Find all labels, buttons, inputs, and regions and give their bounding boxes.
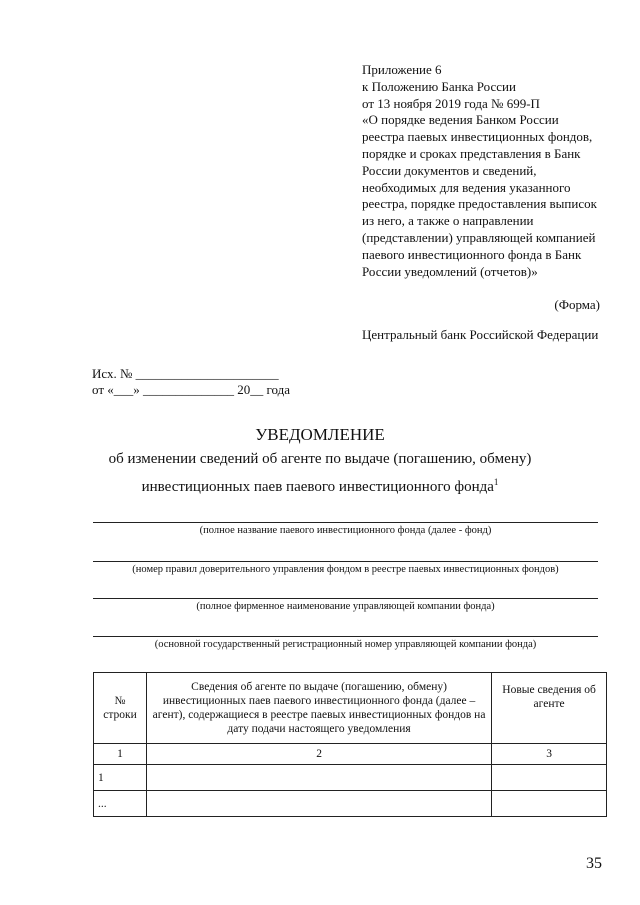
outgoing-number: Исх. № ______________________ xyxy=(92,366,279,381)
outgoing-date: от «___» ______________ 20__ года xyxy=(92,382,291,397)
annex-line: реестра паевых инвестиционных фондов, xyxy=(362,129,593,145)
form-label: (Форма) xyxy=(554,297,600,312)
column-number: 3 xyxy=(492,744,607,765)
annex-line: России документов и сведений, xyxy=(362,162,537,178)
row-current-info xyxy=(146,765,491,791)
annex-line: Приложение 6 xyxy=(362,62,442,77)
table-row xyxy=(94,765,607,791)
agent-table xyxy=(93,672,607,817)
fund-name-caption: (полное название паевого инвестиционного фонда (далее - фонд) xyxy=(199,525,492,536)
table-numbering-row xyxy=(94,744,607,765)
column-number: 2 xyxy=(146,744,491,765)
page-number: 35 xyxy=(586,855,602,872)
header-row-number: № строки xyxy=(94,673,147,744)
annex-line: паевого инвестиционного фонда в Банк xyxy=(362,246,582,262)
subtitle-text: инвестиционных паев паевого инвестиционного фонда xyxy=(141,479,494,495)
annex-line: России уведомлений (отчетов)» xyxy=(362,263,538,279)
header-current-info: Сведения об агенте по выдаче (погашению, обмену) инвестиционных паев паевого инвестиционного фонда (далее – агент), содержащиеся в реестре паевых инвестиционных фондов на дату подачи настоящего уведомления xyxy=(146,673,491,744)
annex-line: необходимых для ведения указанного xyxy=(362,179,571,195)
company-name-caption: (полное фирменное наименование управляющей компании фонда) xyxy=(196,601,495,612)
rules-number-caption: (номер правил доверительного управления фондом в реестре паевых инвестиционных фондов) xyxy=(132,564,559,575)
ogrn-line xyxy=(93,636,598,637)
rules-number-line xyxy=(93,561,598,562)
annex-line: «О порядке ведения Банком России xyxy=(362,112,559,128)
annex-line: из него, а также о направлении xyxy=(362,213,534,229)
column-number: 1 xyxy=(94,744,147,765)
annex-line: от 13 ноября 2019 года № 699-П xyxy=(362,95,540,111)
recipient: Центральный банк Российской Федерации xyxy=(362,327,599,342)
header-new-info: Новые сведения об агенте xyxy=(492,673,607,744)
document-subtitle-line1: об изменении сведений об агенте по выдаче (погашению, обмену) xyxy=(108,451,532,467)
fund-name-line xyxy=(93,522,598,523)
annex-block xyxy=(362,62,630,280)
company-name-line xyxy=(93,598,598,599)
document-title: УВЕДОМЛЕНИЕ xyxy=(255,425,385,444)
annex-line: к Положению Банка России xyxy=(362,78,516,94)
row-number: 1 xyxy=(94,765,147,791)
table-header-row xyxy=(94,673,607,744)
ogrn-caption: (основной государственный регистрационный номер управляющей компании фонда) xyxy=(154,639,537,650)
annex-line: (представлении) управляющей компанией xyxy=(362,229,596,245)
footnote-marker: 1 xyxy=(493,477,499,487)
document-subtitle-line2 xyxy=(0,477,640,496)
annex-line: порядке и сроках представления в Банк xyxy=(362,145,581,161)
row-new-info xyxy=(492,765,607,791)
row-current-info xyxy=(146,791,491,817)
row-number: ... xyxy=(94,791,147,817)
row-new-info xyxy=(492,791,607,817)
table-row xyxy=(94,791,607,817)
annex-line: реестра, порядке предоставления выписок xyxy=(362,196,597,212)
